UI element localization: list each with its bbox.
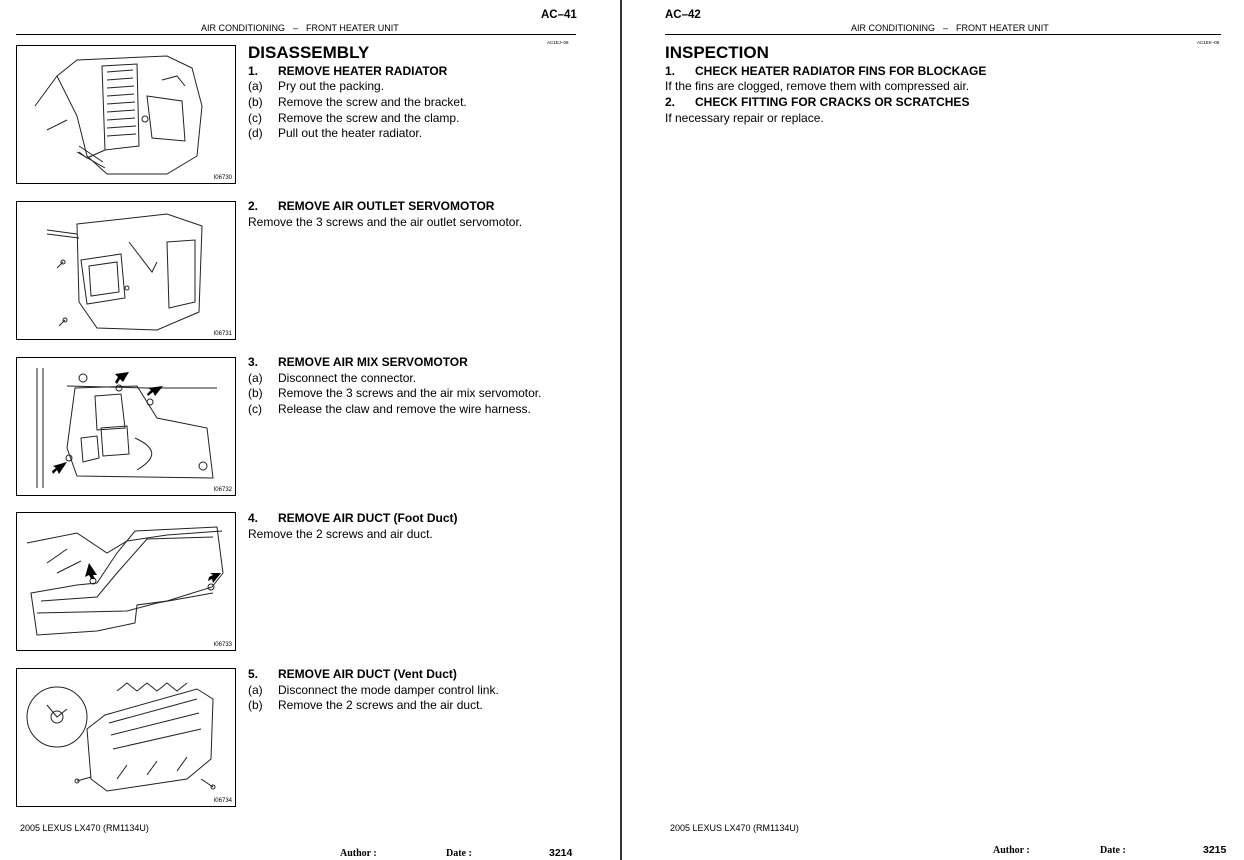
figure-id: I06734 — [213, 798, 232, 804]
step-title: REMOVE AIR MIX SERVOMOTOR — [278, 355, 468, 369]
figure-air-mix-servomotor — [16, 357, 236, 496]
section-title: INSPECTION — [665, 43, 769, 62]
page-code: AC–41 — [541, 9, 577, 21]
substep-text: Remove the screw and the clamp. — [278, 111, 460, 125]
header-rule — [16, 34, 576, 35]
header-separator: – — [293, 23, 299, 33]
substep-text: Release the claw and remove the wire harness. — [278, 402, 531, 416]
header-subsection: FRONT HEATER UNIT — [956, 23, 1049, 33]
header-subsection: FRONT HEATER UNIT — [306, 23, 399, 33]
step-title: REMOVE HEATER RADIATOR — [278, 64, 448, 78]
footer-model: 2005 LEXUS LX470 (RM1134U) — [20, 823, 149, 833]
header-section: AIR CONDITIONING — [851, 23, 936, 33]
left-page — [0, 0, 620, 860]
substep — [248, 683, 499, 697]
substep-text: Remove the 3 screws and the air mix servomotor. — [278, 386, 542, 400]
footer-model: 2005 LEXUS LX470 (RM1134U) — [670, 823, 799, 833]
substep-label: (c) — [248, 402, 262, 416]
step-instruction: If necessary repair or replace. — [665, 111, 824, 125]
substep — [248, 371, 416, 385]
substep — [248, 386, 541, 400]
step-heading — [248, 199, 494, 213]
substep-label: (b) — [248, 95, 263, 109]
step-title: REMOVE AIR OUTLET SERVOMOTOR — [278, 199, 495, 213]
step-heading — [248, 511, 458, 525]
substep-text: Disconnect the mode damper control link. — [278, 683, 499, 697]
right-page — [622, 0, 1244, 860]
step-title: CHECK FITTING FOR CRACKS OR SCRATCHES — [695, 95, 970, 109]
footer-date: Date : — [1100, 845, 1126, 856]
figure-vent-duct — [16, 668, 236, 807]
page-number: 3214 — [549, 847, 573, 859]
vent-duct-illustration — [17, 669, 235, 806]
header-separator: – — [943, 23, 949, 33]
step-number: 4. — [248, 511, 259, 525]
step-heading — [248, 667, 457, 681]
step-number: 1. — [248, 64, 259, 78]
step-heading — [665, 95, 969, 109]
header-section: AIR CONDITIONING — [201, 23, 286, 33]
step-heading — [248, 355, 468, 369]
step-heading — [248, 64, 447, 78]
step-number: 2. — [665, 95, 676, 109]
step-number: 1. — [665, 64, 676, 78]
air-mix-servomotor-illustration — [17, 358, 235, 495]
figure-id: I06731 — [213, 331, 232, 337]
page-number: 3215 — [1203, 844, 1227, 856]
substep-label: (a) — [248, 79, 263, 93]
reference-code: AC1EK–08 — [1197, 40, 1220, 45]
figure-foot-duct — [16, 512, 236, 651]
figure-heater-radiator — [16, 45, 236, 184]
step-heading — [665, 64, 986, 78]
step-instruction: If the fins are clogged, remove them with compressed air. — [665, 79, 970, 93]
substep-text: Pull out the heater radiator. — [278, 126, 423, 140]
figure-id: I06730 — [213, 175, 232, 181]
foot-duct-illustration — [17, 513, 235, 650]
step-number: 2. — [248, 199, 259, 213]
header-rule — [665, 34, 1221, 35]
substep — [248, 111, 459, 125]
substep — [248, 95, 467, 109]
substep-text: Pry out the packing. — [278, 79, 385, 93]
substep — [248, 402, 531, 416]
substep-label: (d) — [248, 126, 263, 140]
substep — [248, 126, 422, 140]
substep — [248, 698, 483, 712]
air-outlet-servomotor-illustration — [17, 202, 235, 339]
substep-text: Disconnect the connector. — [278, 371, 417, 385]
substep-label: (c) — [248, 111, 262, 125]
step-instruction: Remove the 3 screws and the air outlet servomotor. — [248, 215, 523, 229]
substep-label: (b) — [248, 386, 263, 400]
substep-text: Remove the screw and the bracket. — [278, 95, 467, 109]
step-instruction: Remove the 2 screws and air duct. — [248, 527, 433, 541]
reference-code: AC1EJ–08 — [547, 40, 569, 45]
substep-text: Remove the 2 screws and the air duct. — [278, 698, 483, 712]
figure-air-outlet-servomotor — [16, 201, 236, 340]
page-code: AC–42 — [665, 9, 701, 21]
section-title: DISASSEMBLY — [248, 43, 370, 62]
figure-id: I06732 — [213, 487, 232, 493]
figure-id: I06733 — [213, 642, 232, 648]
step-number: 3. — [248, 355, 259, 369]
footer-author: Author : — [993, 845, 1030, 856]
substep-label: (a) — [248, 683, 263, 697]
step-title: REMOVE AIR DUCT (Foot Duct) — [278, 511, 458, 525]
footer-date: Date : — [446, 848, 472, 859]
substep — [248, 79, 384, 93]
substep-label: (a) — [248, 371, 263, 385]
step-title: REMOVE AIR DUCT (Vent Duct) — [278, 667, 457, 681]
step-title: CHECK HEATER RADIATOR FINS FOR BLOCKAGE — [695, 64, 987, 78]
substep-label: (b) — [248, 698, 263, 712]
page-header — [851, 23, 1049, 33]
footer-author: Author : — [340, 848, 377, 859]
page-header — [201, 23, 399, 33]
heater-radiator-illustration — [17, 46, 235, 183]
step-number: 5. — [248, 667, 259, 681]
